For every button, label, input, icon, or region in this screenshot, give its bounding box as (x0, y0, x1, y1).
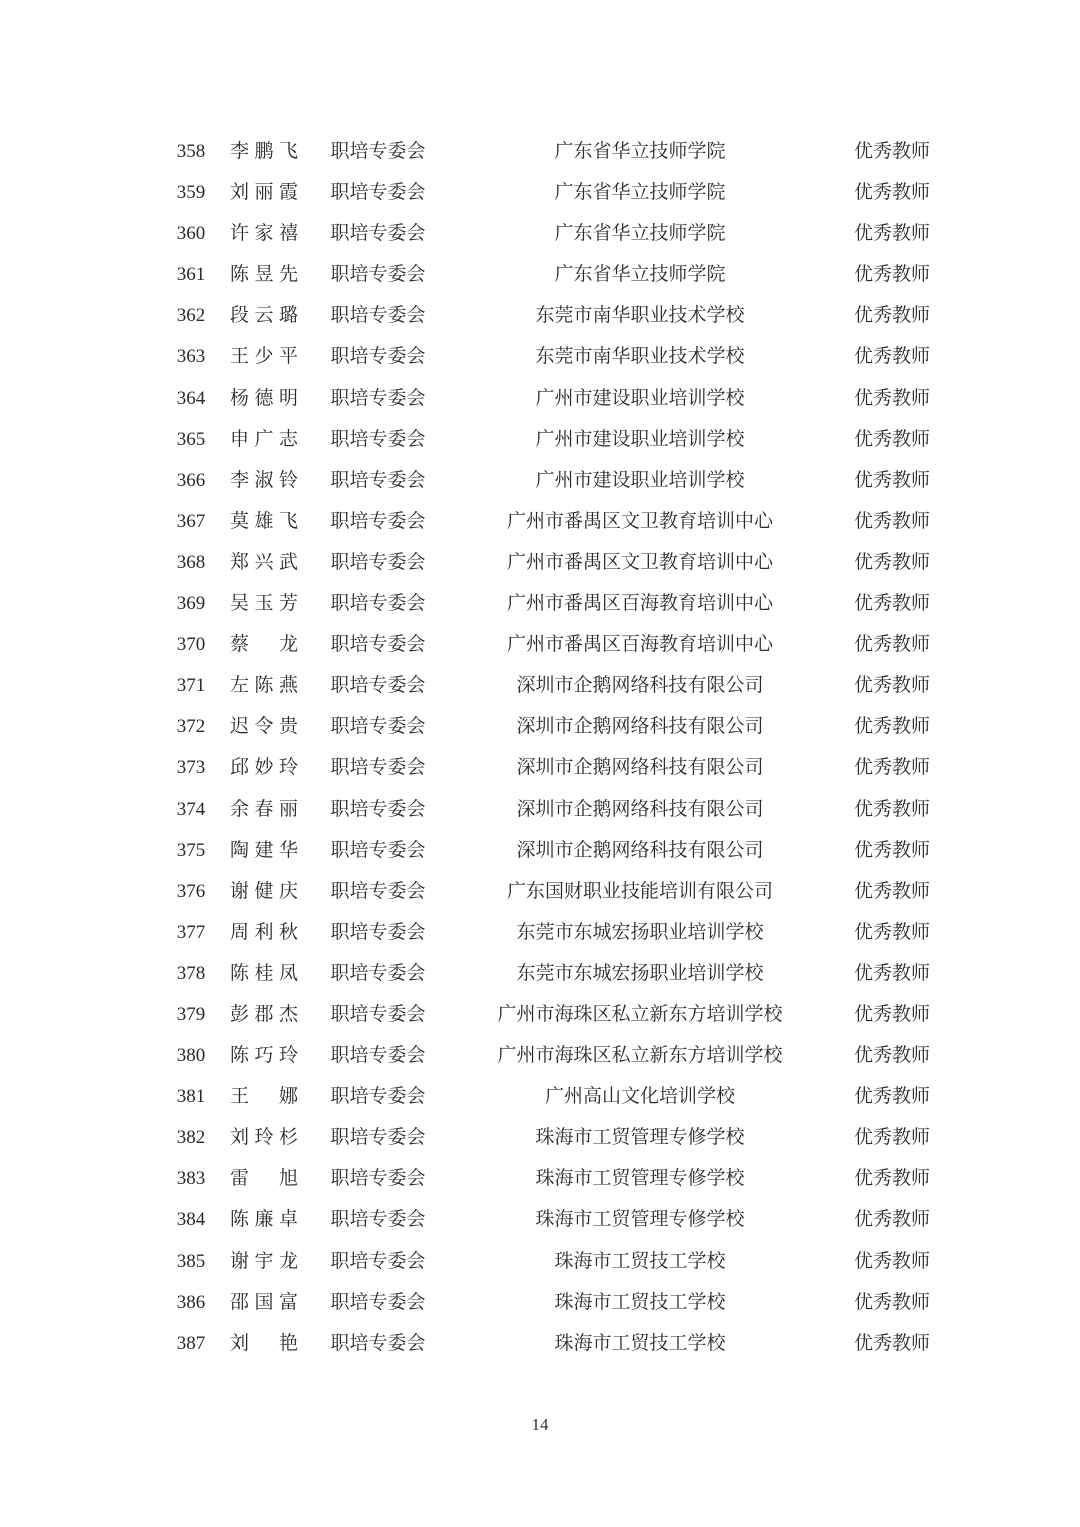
award-title: 优秀教师 (853, 961, 930, 984)
list-item (0, 1158, 1080, 1199)
teacher-name: 刘玲杉 (230, 1126, 298, 1149)
list-item (0, 706, 1080, 747)
teacher-name: 王少平 (230, 345, 298, 368)
row-number: 358 (176, 141, 206, 162)
school-name: 珠海市工贸管理专修学校 (535, 1208, 745, 1231)
committee-name: 职培专委会 (330, 550, 426, 573)
teacher-name: 许家禧 (230, 222, 298, 245)
row-number: 378 (176, 962, 206, 984)
award-title: 优秀教师 (853, 1085, 930, 1108)
committee-name: 职培专委会 (330, 140, 426, 162)
teacher-name: 陈昱先 (230, 263, 298, 286)
row-number: 380 (176, 1045, 206, 1067)
list-item (0, 871, 1080, 912)
row-number: 377 (176, 921, 206, 943)
list-item (0, 994, 1080, 1035)
school-name: 珠海市工贸管理专修学校 (535, 1167, 745, 1190)
teacher-name: 谢宇龙 (230, 1249, 298, 1272)
teacher-name: 余春丽 (230, 797, 298, 820)
row-number: 359 (176, 182, 206, 204)
row-number: 373 (176, 757, 206, 779)
row-number: 372 (176, 716, 206, 738)
school-name: 东莞市东城宏扬职业培训学校 (516, 961, 764, 984)
school-name: 广东省华立技师学院 (554, 222, 726, 245)
committee-name: 职培专委会 (330, 345, 426, 368)
award-title: 优秀教师 (853, 386, 930, 409)
teacher-name: 李淑铃 (230, 468, 298, 491)
school-name: 广东省华立技师学院 (554, 263, 726, 286)
row-number: 385 (176, 1250, 206, 1272)
list-item (0, 254, 1080, 295)
list-item (0, 953, 1080, 994)
committee-name: 职培专委会 (330, 633, 426, 656)
committee-name: 职培专委会 (330, 838, 426, 861)
list-item (0, 583, 1080, 624)
committee-name: 职培专委会 (330, 1290, 426, 1313)
list-item (0, 1241, 1080, 1282)
teacher-name: 郑兴武 (230, 550, 298, 573)
row-number: 362 (176, 305, 206, 327)
school-name: 广州市建设职业培训学校 (535, 386, 745, 409)
committee-name: 职培专委会 (330, 674, 426, 697)
committee-name: 职培专委会 (330, 920, 426, 943)
award-title: 优秀教师 (853, 140, 930, 162)
school-name: 深圳市企鹅网络科技有限公司 (516, 715, 764, 738)
teacher-name: 陈桂凤 (230, 961, 298, 984)
award-title: 优秀教师 (853, 1290, 930, 1313)
committee-name: 职培专委会 (330, 797, 426, 820)
list-item (0, 912, 1080, 953)
committee-name: 职培专委会 (330, 879, 426, 902)
row-number: 386 (176, 1291, 206, 1313)
row-number: 381 (176, 1086, 206, 1108)
award-title: 优秀教师 (853, 633, 930, 656)
school-name: 珠海市工贸技工学校 (554, 1331, 726, 1354)
award-title: 优秀教师 (853, 1126, 930, 1149)
award-title: 优秀教师 (853, 181, 930, 204)
list-item (0, 336, 1080, 377)
award-title: 优秀教师 (853, 674, 930, 697)
page-number: 14 (531, 1415, 549, 1434)
award-title: 优秀教师 (853, 838, 930, 861)
committee-name: 职培专委会 (330, 1249, 426, 1272)
list-item (0, 830, 1080, 871)
teacher-name: 李鹏飞 (230, 140, 298, 162)
school-name: 深圳市企鹅网络科技有限公司 (516, 797, 764, 820)
school-name: 深圳市企鹅网络科技有限公司 (516, 756, 764, 779)
committee-name: 职培专委会 (330, 1167, 426, 1190)
teacher-name: 刘艳 (230, 1331, 298, 1354)
row-number: 375 (176, 839, 206, 861)
teacher-name: 蔡龙 (230, 633, 298, 656)
committee-name: 职培专委会 (330, 304, 426, 327)
award-title: 优秀教师 (853, 550, 930, 573)
award-title: 优秀教师 (853, 345, 930, 368)
list-item (0, 1323, 1080, 1364)
teacher-name: 申广志 (230, 427, 298, 450)
school-name: 广州市番禺区百海教育培训中心 (506, 633, 773, 656)
teacher-name: 吴玉芳 (230, 592, 298, 615)
list-item (0, 1076, 1080, 1117)
list-item (0, 1035, 1080, 1076)
list-item (0, 460, 1080, 501)
committee-name: 职培专委会 (330, 1126, 426, 1149)
award-title: 优秀教师 (853, 715, 930, 738)
teacher-name: 陈巧玲 (230, 1044, 298, 1067)
list-item (0, 295, 1080, 336)
award-title: 优秀教师 (853, 756, 930, 779)
school-name: 广州高山文化培训学校 (544, 1085, 735, 1108)
school-name: 深圳市企鹅网络科技有限公司 (516, 838, 764, 861)
committee-name: 职培专委会 (330, 386, 426, 409)
committee-name: 职培专委会 (330, 222, 426, 245)
row-number: 384 (176, 1209, 206, 1231)
teacher-name: 周利秋 (230, 920, 298, 943)
committee-name: 职培专委会 (330, 263, 426, 286)
row-number: 361 (176, 264, 206, 286)
award-title: 优秀教师 (853, 1249, 930, 1272)
committee-name: 职培专委会 (330, 961, 426, 984)
award-title: 优秀教师 (853, 920, 930, 943)
award-title: 优秀教师 (853, 222, 930, 245)
school-name: 广州市建设职业培训学校 (535, 427, 745, 450)
school-name: 广州市海珠区私立新东方培训学校 (497, 1044, 783, 1067)
row-number: 369 (176, 593, 206, 615)
committee-name: 职培专委会 (330, 1208, 426, 1231)
teacher-name: 邵国富 (230, 1290, 298, 1313)
school-name: 广州市建设职业培训学校 (535, 468, 745, 491)
school-name: 珠海市工贸技工学校 (554, 1249, 726, 1272)
school-name: 广州市番禺区文卫教育培训中心 (506, 550, 773, 573)
school-name: 东莞市南华职业技术学校 (535, 345, 745, 368)
row-number: 365 (176, 428, 206, 450)
row-number: 371 (176, 675, 206, 697)
school-name: 广州市番禺区百海教育培训中心 (506, 592, 773, 615)
list-item (0, 789, 1080, 830)
teacher-name: 段云璐 (230, 304, 298, 327)
committee-name: 职培专委会 (330, 592, 426, 615)
teacher-name: 迟令贵 (230, 715, 298, 738)
school-name: 东莞市南华职业技术学校 (535, 304, 745, 327)
school-name: 珠海市工贸技工学校 (554, 1290, 726, 1313)
award-title: 优秀教师 (853, 592, 930, 615)
teacher-name: 刘丽霞 (230, 181, 298, 204)
list-item (0, 1199, 1080, 1240)
award-title: 优秀教师 (853, 468, 930, 491)
list-item (0, 1117, 1080, 1158)
row-number: 367 (176, 510, 206, 532)
committee-name: 职培专委会 (330, 1085, 426, 1108)
award-title: 优秀教师 (853, 1167, 930, 1190)
school-name: 珠海市工贸管理专修学校 (535, 1126, 745, 1149)
row-number: 387 (176, 1332, 206, 1354)
row-number: 366 (176, 469, 206, 491)
list-item (0, 172, 1080, 213)
committee-name: 职培专委会 (330, 1002, 426, 1025)
committee-name: 职培专委会 (330, 468, 426, 491)
award-title: 优秀教师 (853, 509, 930, 532)
row-number: 383 (176, 1168, 206, 1190)
teacher-name: 杨德明 (230, 386, 298, 409)
teacher-name: 雷旭 (230, 1167, 298, 1190)
school-name: 东莞市东城宏扬职业培训学校 (516, 920, 764, 943)
school-name: 广州市番禺区文卫教育培训中心 (506, 509, 773, 532)
row-number: 376 (176, 880, 206, 902)
teacher-name: 莫雄飞 (230, 509, 298, 532)
list-item (0, 378, 1080, 419)
school-name: 广东省华立技师学院 (554, 140, 726, 162)
teacher-name: 谢健庆 (230, 879, 298, 902)
committee-name: 职培专委会 (330, 1044, 426, 1067)
teacher-name: 邱妙玲 (230, 756, 298, 779)
teacher-name: 左陈燕 (230, 674, 298, 697)
award-list (0, 131, 1080, 1364)
committee-name: 职培专委会 (330, 427, 426, 450)
teacher-name: 陈廉卓 (230, 1208, 298, 1231)
award-title: 优秀教师 (853, 1331, 930, 1354)
row-number: 360 (176, 223, 206, 245)
row-number: 374 (176, 798, 206, 820)
list-item (0, 542, 1080, 583)
row-number: 382 (176, 1127, 206, 1149)
school-name: 广州市海珠区私立新东方培训学校 (497, 1002, 783, 1025)
committee-name: 职培专委会 (330, 509, 426, 532)
row-number: 364 (176, 387, 206, 409)
teacher-name: 王娜 (230, 1085, 298, 1108)
list-item (0, 213, 1080, 254)
school-name: 广东省华立技师学院 (554, 181, 726, 204)
committee-name: 职培专委会 (330, 756, 426, 779)
committee-name: 职培专委会 (330, 181, 426, 204)
row-number: 370 (176, 634, 206, 656)
award-title: 优秀教师 (853, 427, 930, 450)
list-item (0, 131, 1080, 172)
row-number: 363 (176, 346, 206, 368)
list-item (0, 501, 1080, 542)
committee-name: 职培专委会 (330, 1331, 426, 1354)
award-title: 优秀教师 (853, 797, 930, 820)
list-item (0, 419, 1080, 460)
award-title: 优秀教师 (853, 263, 930, 286)
list-item (0, 624, 1080, 665)
committee-name: 职培专委会 (330, 715, 426, 738)
award-title: 优秀教师 (853, 879, 930, 902)
award-title: 优秀教师 (853, 1044, 930, 1067)
teacher-name: 陶建华 (230, 838, 298, 861)
row-number: 379 (176, 1003, 206, 1025)
list-item (0, 1282, 1080, 1323)
list-item (0, 747, 1080, 788)
list-item (0, 665, 1080, 706)
teacher-name: 彭郡杰 (230, 1002, 298, 1025)
award-title: 优秀教师 (853, 1002, 930, 1025)
school-name: 深圳市企鹅网络科技有限公司 (516, 674, 764, 697)
award-title: 优秀教师 (853, 304, 930, 327)
award-title: 优秀教师 (853, 1208, 930, 1231)
row-number: 368 (176, 551, 206, 573)
school-name: 广东国财职业技能培训有限公司 (506, 879, 773, 902)
